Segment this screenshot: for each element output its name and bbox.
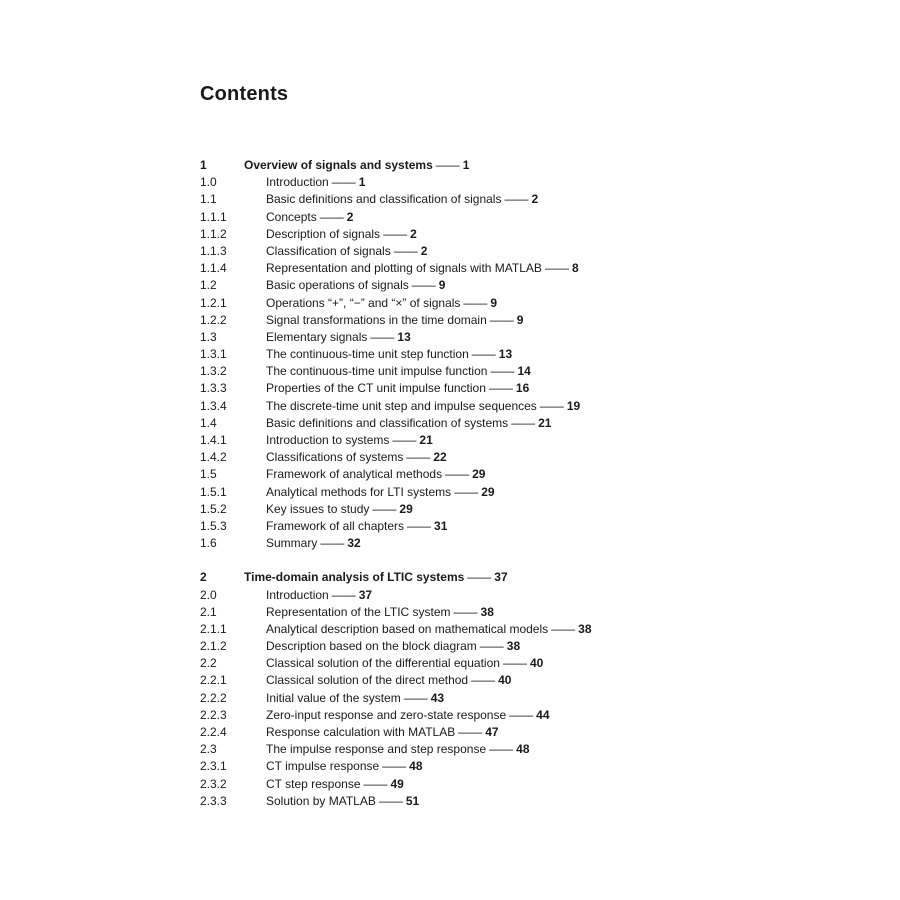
toc-section-entry[interactable]	[200, 501, 760, 518]
entry-page-number: 49	[390, 776, 404, 791]
toc-section-entry[interactable]	[200, 277, 760, 294]
toc-section-entry[interactable]	[200, 260, 760, 277]
toc-section-entry[interactable]	[200, 363, 760, 380]
entry-title: Framework of all chapters	[266, 518, 405, 533]
entry-title: Operations “+”, “−” and “×” of signals	[266, 295, 461, 310]
leader-dash: ——	[331, 175, 356, 190]
toc-section-entry[interactable]	[200, 398, 760, 415]
toc-section-entry[interactable]	[200, 329, 760, 346]
entry-number: 1.3.2	[200, 364, 227, 379]
entry-page-number: 40	[529, 656, 544, 671]
entry-title: The impulse response and step response	[266, 742, 487, 757]
toc-section-entry[interactable]	[200, 587, 760, 604]
entry-title: Introduction	[266, 175, 329, 190]
entry-number: 2.2.4	[200, 725, 227, 739]
entry-title: Framework of analytical methods	[266, 467, 443, 482]
entry-page-number: 21	[419, 433, 433, 447]
entry-title: Basic definitions and classification of signals	[266, 192, 502, 207]
entry-title: Solution by MATLAB	[266, 793, 376, 808]
leader-dash: ——	[544, 261, 569, 276]
entry-number: 2.2	[200, 656, 217, 671]
entry-title: Representation of the LTIC system	[266, 604, 451, 619]
entry-number: 1.3.3	[200, 381, 227, 396]
toc-section-entry[interactable]	[200, 707, 760, 724]
entry-number: 2.1	[200, 604, 217, 619]
leader-dash: ——	[331, 587, 356, 602]
entry-number: 1.3.4	[200, 398, 227, 413]
entry-page-number: 2	[531, 192, 539, 207]
entry-number: 2.0	[200, 587, 217, 602]
entry-title: CT impulse response	[266, 759, 380, 774]
leader-dash: ——	[454, 484, 479, 499]
entry-title: Basic definitions and classification of systems	[266, 415, 509, 430]
toc-section-entry[interactable]	[200, 776, 760, 793]
leader-dash: ——	[378, 793, 403, 808]
toc-section-entry[interactable]	[200, 466, 760, 483]
entry-title: Introduction	[266, 587, 329, 602]
entry-number: 1.3.1	[200, 347, 227, 362]
leader-dash: ——	[489, 742, 514, 757]
leader-dash: ——	[407, 518, 432, 533]
entry-title: CT step response	[266, 776, 361, 791]
toc-chapter-entry[interactable]	[200, 569, 760, 586]
toc-section-entry[interactable]	[200, 655, 760, 672]
entry-number: 1.0	[200, 175, 217, 190]
entry-title: Properties of the CT unit impulse function	[266, 381, 486, 396]
leader-dash: ——	[488, 381, 513, 396]
entry-title: Analytical description based on mathematical models	[266, 621, 549, 636]
toc-section-entry[interactable]	[200, 191, 760, 208]
toc-section-entry[interactable]	[200, 243, 760, 260]
entry-page-number: 38	[506, 639, 521, 654]
entry-page-number: 40	[498, 673, 512, 688]
entry-number: 1.4.1	[200, 433, 227, 447]
entry-number: 1.2.2	[200, 312, 227, 327]
toc-chapter-block	[200, 157, 760, 552]
entry-page-number: 16	[515, 381, 530, 396]
leader-dash: ——	[363, 776, 388, 791]
entry-title: Description based on the block diagram	[266, 639, 477, 654]
entry-title: The continuous-time unit step function	[266, 347, 469, 362]
page-title: Contents	[200, 83, 289, 105]
entry-title: Analytical methods for LTI systems	[266, 484, 452, 499]
entry-page-number: 32	[347, 536, 361, 551]
entry-title: Classification of signals	[266, 243, 391, 258]
entry-page-number: 9	[516, 312, 524, 327]
entry-title: Classical solution of the differential equation	[266, 656, 500, 671]
toc-section-entry[interactable]	[200, 793, 760, 810]
entry-number: 1.1.4	[200, 261, 227, 276]
leader-dash: ——	[372, 501, 397, 516]
entry-page-number: 38	[578, 621, 592, 636]
toc-section-entry[interactable]	[200, 724, 760, 741]
entry-number: 1.5.3	[200, 518, 227, 533]
entry-title: Introduction to systems	[266, 433, 390, 447]
entry-title: Zero-input response and zero-state response	[266, 707, 507, 722]
entry-number: 1	[200, 158, 207, 172]
leader-dash: ——	[467, 570, 492, 585]
entry-number: 1.1.1	[200, 209, 227, 224]
leader-dash: ——	[539, 398, 564, 413]
leader-dash: ——	[458, 725, 483, 739]
entry-number: 2.2.3	[200, 707, 227, 722]
entry-page-number: 2	[346, 209, 354, 224]
entry-page-number: 51	[405, 793, 420, 808]
table-of-contents	[200, 157, 760, 827]
toc-section-entry[interactable]	[200, 174, 760, 191]
entry-page-number: 47	[485, 725, 499, 739]
entry-title: Classical solution of the direct method	[266, 673, 469, 688]
toc-section-entry[interactable]	[200, 484, 760, 501]
entry-number: 1.2.1	[200, 295, 227, 310]
entry-page-number: 37	[358, 587, 373, 602]
toc-section-entry[interactable]	[200, 432, 760, 449]
leader-dash: ——	[445, 467, 470, 482]
entry-title: Overview of signals and systems	[244, 158, 433, 172]
entry-page-number: 8	[571, 261, 579, 276]
leader-dash: ——	[393, 243, 418, 258]
entry-page-number: 21	[538, 415, 552, 430]
entry-page-number: 2	[410, 226, 417, 241]
toc-section-entry[interactable]	[200, 535, 760, 552]
entry-number: 2.2.1	[200, 673, 227, 688]
leader-dash: ——	[403, 690, 428, 705]
leader-dash: ——	[471, 347, 496, 362]
entry-title: The discrete-time unit step and impulse sequences	[266, 398, 537, 413]
leader-dash: ——	[435, 158, 460, 172]
toc-section-entry[interactable]	[200, 690, 760, 707]
entry-page-number: 48	[409, 759, 423, 774]
leader-dash: ——	[320, 536, 345, 551]
entry-number: 1.4.2	[200, 450, 227, 465]
leader-dash: ——	[406, 450, 431, 465]
leader-dash: ——	[319, 209, 344, 224]
entry-number: 2.3.2	[200, 776, 227, 791]
leader-dash: ——	[383, 226, 408, 241]
toc-section-entry[interactable]	[200, 518, 760, 535]
entry-page-number: 1	[462, 158, 470, 172]
entry-number: 1.5.2	[200, 501, 227, 516]
leader-dash: ——	[411, 278, 436, 293]
entry-number: 1.1	[200, 192, 217, 207]
entry-title: Description of signals	[266, 226, 381, 241]
entry-number: 1.5	[200, 467, 217, 482]
entry-title: Key issues to study	[266, 501, 370, 516]
entry-number: 1.4	[200, 415, 217, 430]
entry-title: Basic operations of signals	[266, 278, 409, 293]
entry-page-number: 37	[494, 570, 508, 585]
entry-number: 2.3.3	[200, 793, 227, 808]
entry-number: 2	[200, 570, 207, 585]
entry-title: Initial value of the system	[266, 690, 401, 705]
entry-number: 2.3.1	[200, 759, 227, 774]
leader-dash: ——	[502, 656, 527, 671]
entry-number: 2.2.2	[200, 690, 227, 705]
entry-title: Representation and plotting of signals with MATLAB	[266, 261, 542, 276]
entry-number: 1.1.2	[200, 226, 227, 241]
entry-number: 1.5.1	[200, 484, 227, 499]
entry-page-number: 2	[420, 243, 428, 258]
entry-title: Time-domain analysis of LTIC systems	[244, 570, 465, 585]
toc-chapter-block	[200, 569, 760, 810]
entry-page-number: 29	[399, 501, 413, 516]
leader-dash: ——	[511, 415, 536, 430]
entry-page-number: 19	[566, 398, 581, 413]
leader-dash: ——	[551, 621, 576, 636]
entry-page-number: 44	[536, 707, 550, 722]
entry-number: 2.1.1	[200, 621, 227, 636]
leader-dash: ——	[489, 312, 514, 327]
leader-dash: ——	[370, 329, 395, 344]
entry-page-number: 9	[438, 278, 446, 293]
toc-chapter-entry[interactable]	[200, 157, 760, 174]
entry-number: 1.1.3	[200, 243, 227, 258]
toc-section-entry[interactable]	[200, 621, 760, 638]
entry-page-number: 13	[397, 329, 411, 344]
entry-title: Concepts	[266, 209, 317, 224]
toc-section-entry[interactable]	[200, 209, 760, 226]
entry-page-number: 43	[430, 690, 445, 705]
entry-title: Summary	[266, 536, 318, 551]
toc-section-entry[interactable]	[200, 415, 760, 432]
entry-number: 1.6	[200, 536, 217, 551]
leader-dash: ——	[490, 364, 515, 379]
entry-title: Signal transformations in the time domain	[266, 312, 487, 327]
entry-number: 2.1.2	[200, 639, 227, 654]
entry-number: 2.3	[200, 742, 217, 757]
entry-number: 1.3	[200, 329, 217, 344]
toc-section-entry[interactable]	[200, 295, 760, 312]
leader-dash: ——	[463, 295, 488, 310]
entry-title: The continuous-time unit impulse function	[266, 364, 488, 379]
leader-dash: ——	[382, 759, 407, 774]
entry-page-number: 1	[358, 175, 366, 190]
toc-section-entry[interactable]	[200, 741, 760, 758]
entry-title: Classifications of systems	[266, 450, 404, 465]
leader-dash: ——	[471, 673, 496, 688]
toc-section-entry[interactable]	[200, 380, 760, 397]
entry-page-number: 14	[517, 364, 531, 379]
entry-title: Elementary signals	[266, 329, 368, 344]
entry-page-number: 22	[433, 450, 447, 465]
entry-page-number: 48	[516, 742, 530, 757]
entry-page-number: 29	[472, 467, 486, 482]
entry-page-number: 31	[434, 518, 448, 533]
entry-number: 1.2	[200, 278, 217, 293]
toc-section-entry[interactable]	[200, 449, 760, 466]
toc-section-entry[interactable]	[200, 226, 760, 243]
entry-title: Response calculation with MATLAB	[266, 725, 456, 739]
leader-dash: ——	[509, 707, 534, 722]
toc-section-entry[interactable]	[200, 604, 760, 621]
leader-dash: ——	[504, 192, 529, 207]
toc-section-entry[interactable]	[200, 346, 760, 363]
leader-dash: ——	[453, 604, 478, 619]
toc-section-entry[interactable]	[200, 672, 760, 689]
leader-dash: ——	[392, 433, 417, 447]
entry-page-number: 38	[480, 604, 494, 619]
entry-page-number: 13	[498, 347, 513, 362]
entry-page-number: 29	[481, 484, 495, 499]
toc-section-entry[interactable]	[200, 758, 760, 775]
entry-page-number: 9	[490, 295, 498, 310]
leader-dash: ——	[479, 639, 504, 654]
toc-section-entry[interactable]	[200, 638, 760, 655]
toc-section-entry[interactable]	[200, 312, 760, 329]
